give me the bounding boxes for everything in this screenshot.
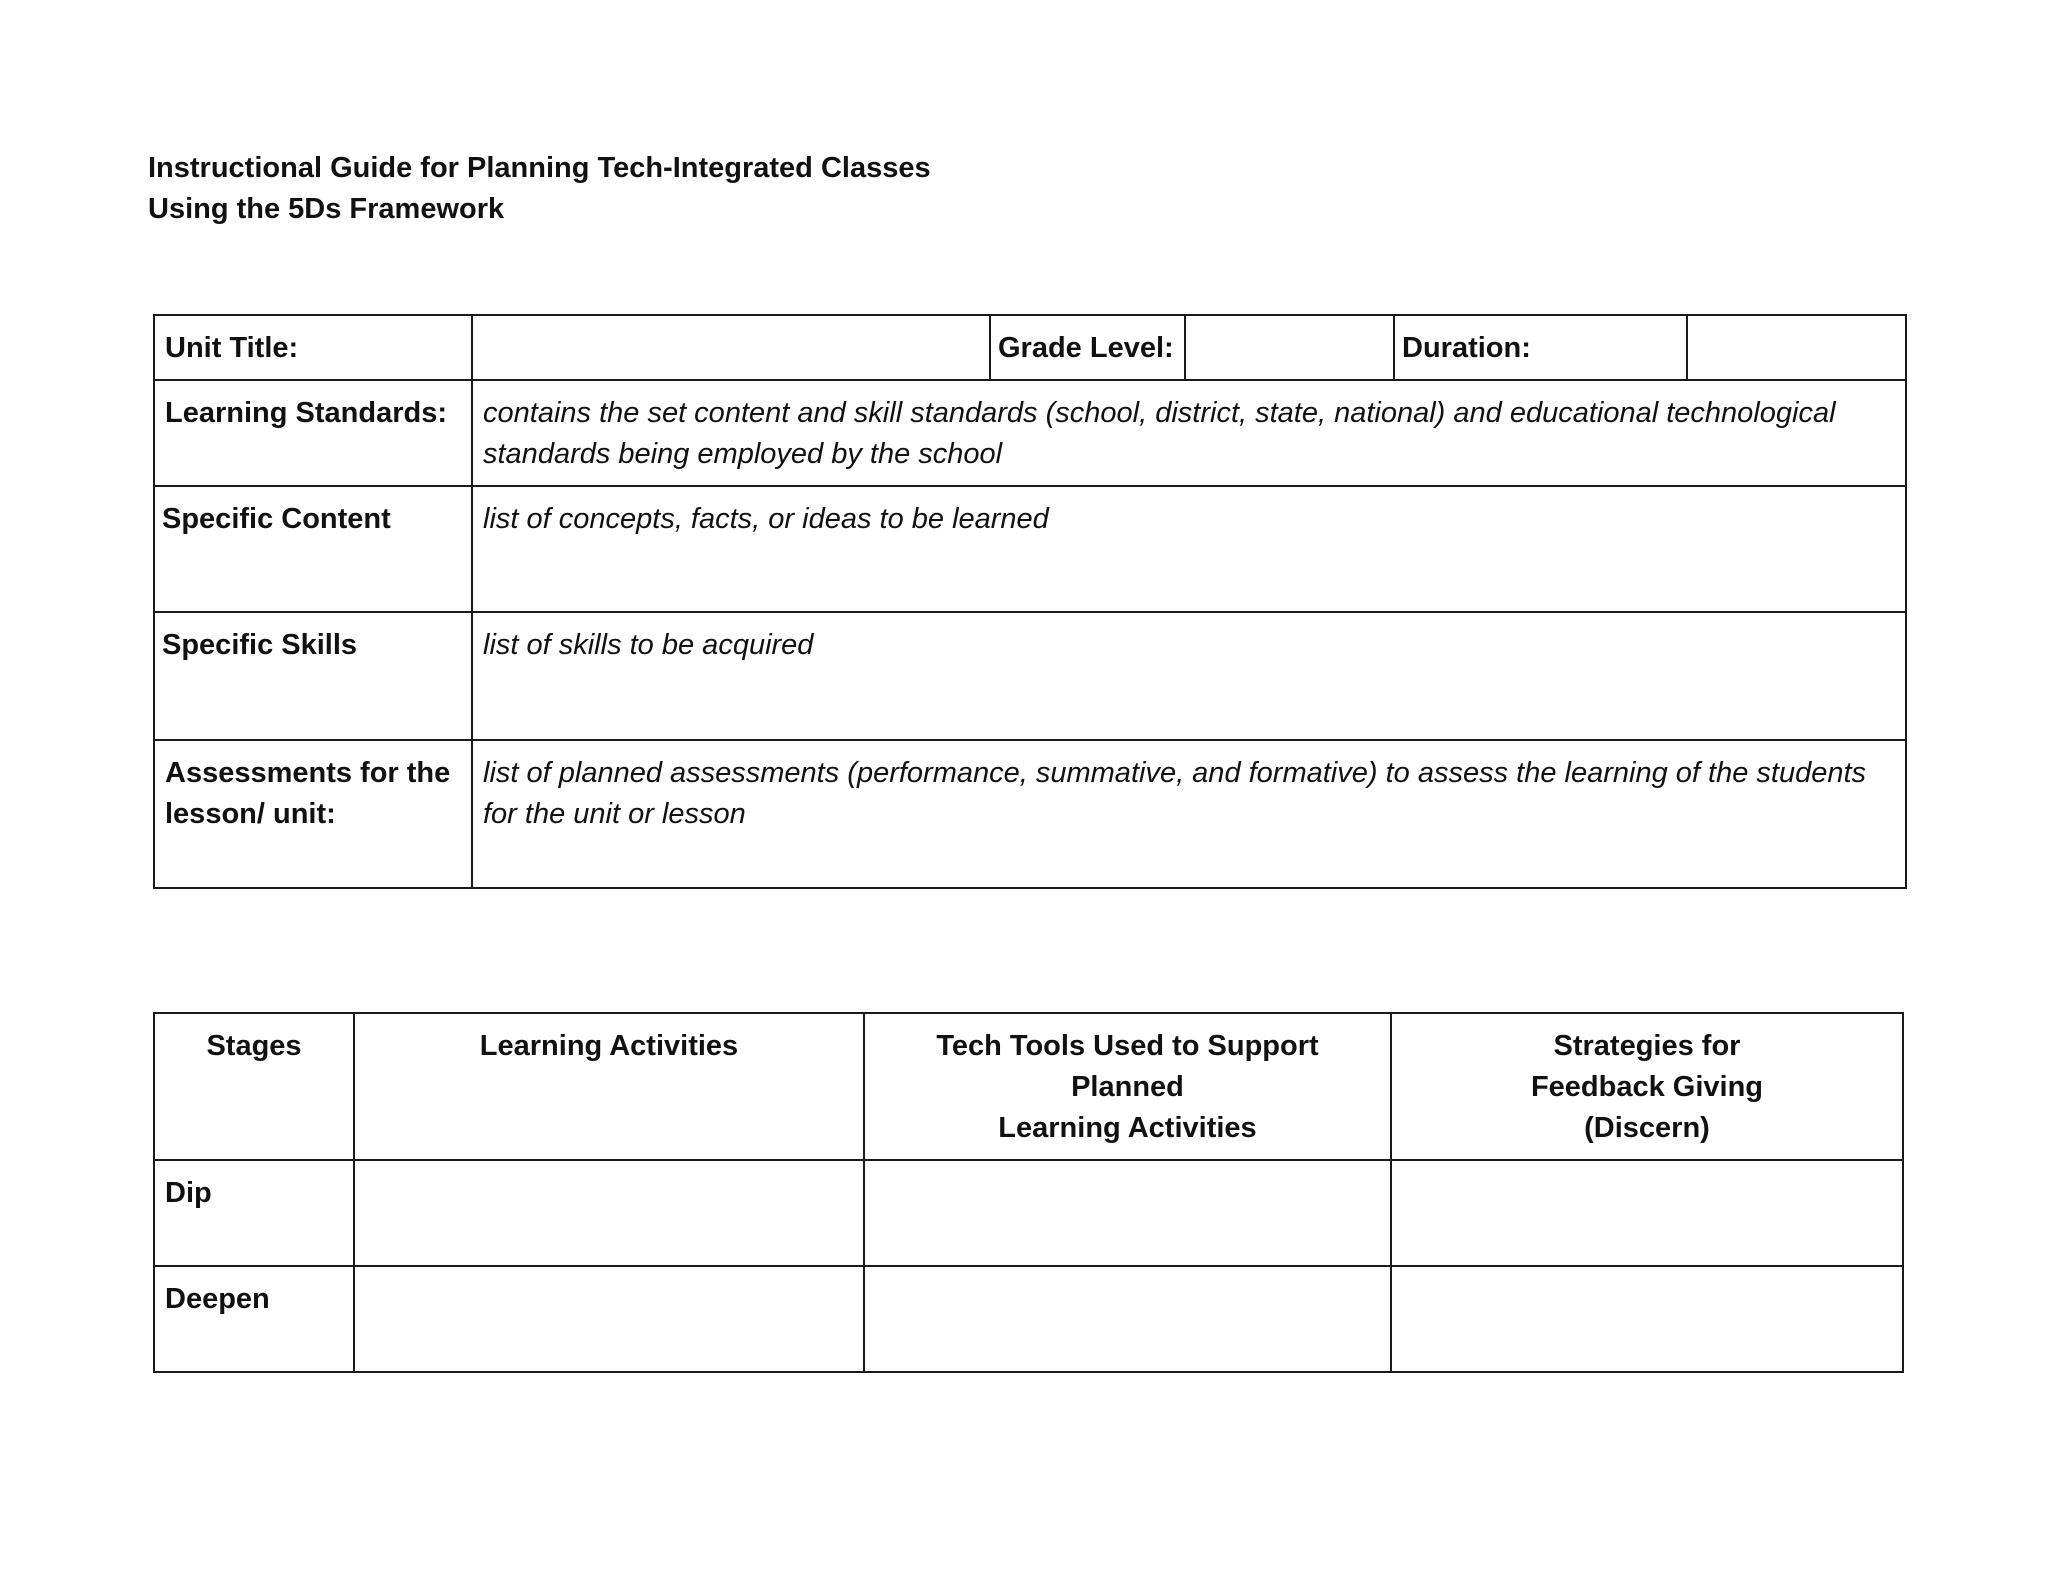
specific-skills-label: Specific Skills — [154, 612, 472, 740]
assessments-label: Assessments for the lesson/ unit: — [154, 740, 472, 888]
stage-label-deepen: Deepen — [154, 1266, 354, 1372]
specific-content-label: Specific Content — [154, 486, 472, 612]
tech-tools-header — [864, 1013, 1391, 1160]
specific-content-row — [154, 486, 1906, 612]
duration-field[interactable] — [1687, 315, 1906, 380]
duration-label: Duration: — [1394, 315, 1687, 380]
stages-header — [154, 1013, 354, 1160]
strategies-header — [1391, 1013, 1903, 1160]
document-title — [148, 148, 931, 230]
strategies-header-line-1: Strategies for — [1553, 1030, 1741, 1062]
stage-row-deepen — [154, 1266, 1903, 1372]
title-line-2: Using the 5Ds Framework — [148, 193, 505, 225]
stage-row-dip — [154, 1160, 1903, 1266]
tech-tools-header-line-2: Learning Activities — [998, 1112, 1257, 1144]
specific-skills-field[interactable]: list of skills to be acquired — [472, 612, 1906, 740]
unit-title-field[interactable] — [472, 315, 990, 380]
learning-standards-label: Learning Standards: — [154, 380, 472, 486]
dip-tools-cell[interactable] — [864, 1160, 1391, 1266]
stage-label-dip: Dip — [154, 1160, 354, 1266]
deepen-strategies-cell[interactable] — [1391, 1266, 1903, 1372]
learning-standards-row — [154, 380, 1906, 486]
assessments-row — [154, 740, 1906, 888]
tech-tools-header-line-1: Tech Tools Used to Support Planned — [936, 1030, 1319, 1103]
specific-skills-row — [154, 612, 1906, 740]
stages-header-row — [154, 1013, 1903, 1160]
stages-table — [153, 1012, 1904, 1373]
stages-header-text: Stages — [206, 1030, 302, 1062]
dip-activities-cell[interactable] — [354, 1160, 864, 1266]
assessments-field[interactable]: list of planned assessments (performance, summative, and formative) to assess the learning of the students for the unit or lesson — [472, 740, 1906, 888]
unit-header-row — [154, 315, 1906, 380]
learning-standards-field[interactable]: contains the set content and skill standards (school, district, state, national) and educational technological standards being employed by the school — [472, 380, 1906, 486]
strategies-header-line-3: (Discern) — [1584, 1112, 1710, 1144]
learning-activities-header-text: Learning Activities — [479, 1030, 739, 1062]
dip-strategies-cell[interactable] — [1391, 1160, 1903, 1266]
unit-info-table — [153, 314, 1907, 889]
deepen-tools-cell[interactable] — [864, 1266, 1391, 1372]
grade-level-field[interactable] — [1185, 315, 1394, 380]
title-line-1: Instructional Guide for Planning Tech-Integrated Classes — [148, 152, 931, 184]
specific-content-field[interactable]: list of concepts, facts, or ideas to be learned — [472, 486, 1906, 612]
learning-activities-header — [354, 1013, 864, 1160]
unit-title-label: Unit Title: — [154, 315, 472, 380]
deepen-activities-cell[interactable] — [354, 1266, 864, 1372]
grade-level-label: Grade Level: — [990, 315, 1185, 380]
strategies-header-line-2: Feedback Giving — [1530, 1071, 1764, 1103]
